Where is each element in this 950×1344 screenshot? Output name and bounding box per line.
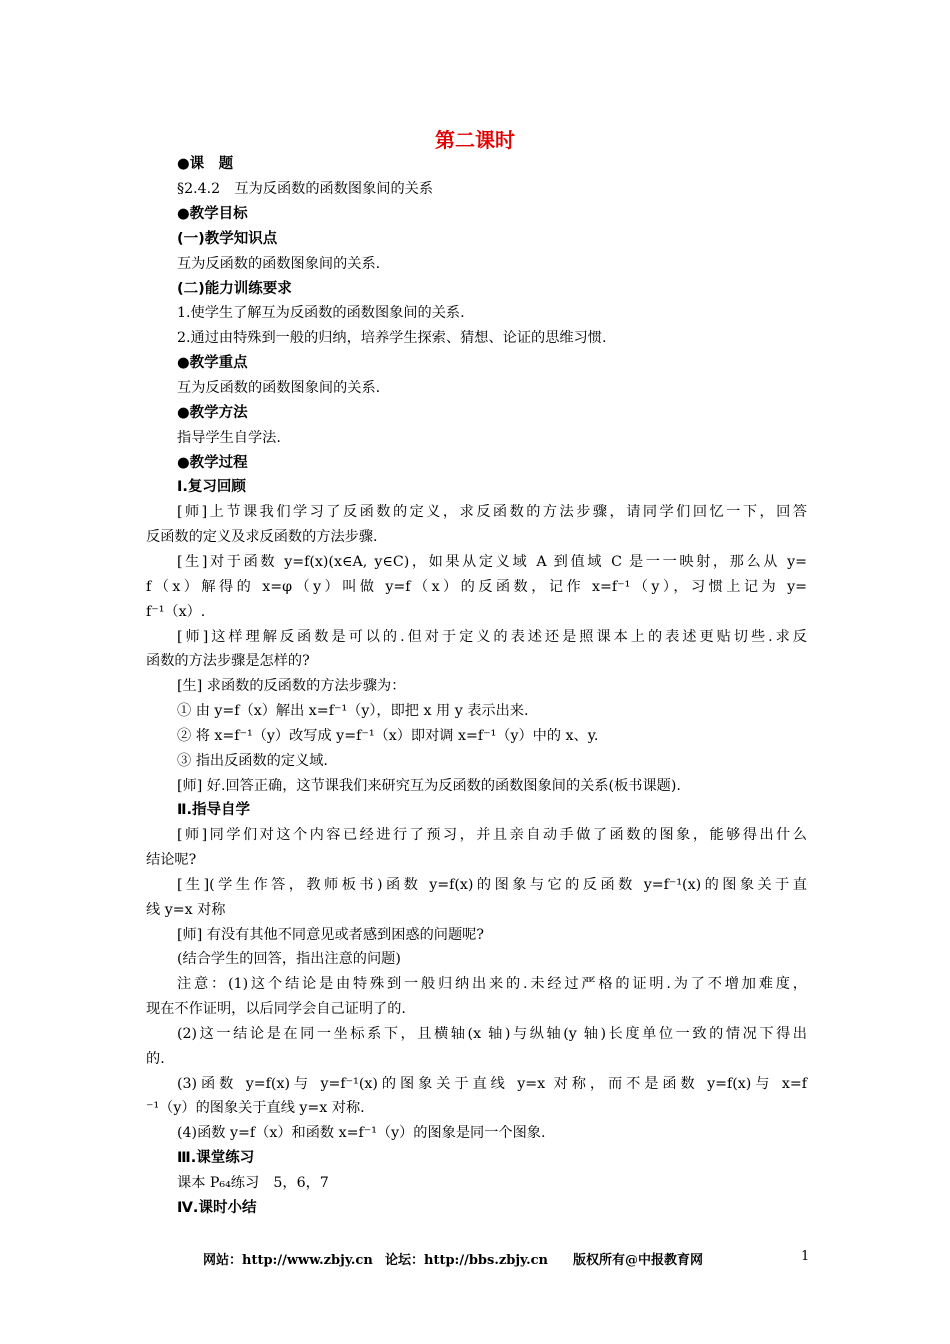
text-line: ⁻¹（y）的图象关于直线 y=x 对称. (146, 1100, 365, 1116)
text-line: [师]同学们对这个内容已经进行了预习，并且亲自动手做了函数的图象，能够得出什么 (177, 827, 807, 843)
text-line: 2.通过由特殊到一般的归纳，培养学生探索、猜想、论证的思维习惯. (177, 330, 607, 346)
text-line: [师]上节课我们学习了反函数的定义，求反函数的方法步骤，请同学们回忆一下，回答 (177, 504, 807, 520)
text-line: 互为反函数的函数图象间的关系. (177, 256, 381, 272)
text-line: (2)这一结论是在同一坐标系下，且横轴(x 轴)与纵轴(y 轴)长度单位一致的情况下得出 (177, 1026, 807, 1042)
text-line: 指导学生自学法. (177, 430, 281, 446)
text-line: [师] 好.回答正确，这节课我们来研究互为反函数的函数图象间的关系(板书课题). (177, 778, 681, 794)
text-line: (3)函数 y=f(x)与 y=f⁻¹(x)的图象关于直线 y=x 对称，而不是函数 y=f(x)与 x=f (177, 1076, 807, 1092)
text-line: ② 将 x=f⁻¹（y）改写成 y=f⁻¹（x）即对调 x=f⁻¹（y）中的 x、y. (177, 728, 599, 744)
text-line: (4)函数 y=f（x）和函数 x=f⁻¹（y）的图象是同一个图象. (177, 1125, 546, 1141)
section-heading: (一)教学知识点 (177, 231, 278, 247)
text-line: f（x）解得的 x=φ（y）叫做 y=f（x）的反函数，记作 x=f⁻¹（y），习惯上记为 y= (146, 579, 807, 595)
text-line: 1.使学生了解互为反函数的函数图象间的关系. (177, 305, 465, 321)
section-heading: Ⅰ.复习回顾 (177, 479, 246, 495)
text-line: [师] 有没有其他不同意见或者感到困惑的问题呢? (177, 927, 484, 943)
text-line: [师]这样理解反函数是可以的.但对于定义的表述还是照课本上的表述更贴切些.求反 (177, 629, 807, 645)
section-heading: ●教学重点 (177, 355, 248, 371)
page-title: 第二课时 (435, 128, 515, 152)
page-number: 1 (801, 1249, 810, 1264)
section-heading: (二)能力训练要求 (177, 281, 292, 297)
section-heading: Ⅱ.指导自学 (177, 802, 251, 818)
section-heading: ●教学过程 (177, 455, 248, 471)
text-line: [生]对于函数 y=f(x)(x∈A, y∈C)，如果从定义域 A 到值域 C 是一一映射，那么从 y= (177, 554, 807, 570)
text-line: [生](学生作答，教师板书)函数 y=f(x)的图象与它的反函数 y=f⁻¹(x)的图象关于直 (177, 877, 807, 893)
text-line: 函数的方法步骤是怎样的? (146, 653, 310, 669)
text-line: ③ 指出反函数的定义域. (177, 753, 328, 769)
section-heading: Ⅲ.课堂练习 (177, 1150, 255, 1166)
text-line: 注意：(1)这个结论是由特殊到一般归纳出来的.未经过严格的证明.为了不增加难度， (177, 976, 807, 992)
text-line: 互为反函数的函数图象间的关系. (177, 380, 381, 396)
footer-forum: 论坛：http://bbs.zbjy.cn (385, 1253, 549, 1268)
section-heading: ●教学目标 (177, 206, 248, 222)
section-heading: ●教学方法 (177, 405, 248, 421)
text-line: [生] 求函数的反函数的方法步骤为： (177, 678, 406, 694)
text-line: f⁻¹（x）. (146, 604, 206, 620)
text-line: ① 由 y=f（x）解出 x=f⁻¹（y），即把 x 用 y 表示出来. (177, 703, 529, 719)
text-line: 现在不作证明，以后同学会自己证明了的. (146, 1001, 406, 1017)
text-line: 线 y=x 对称 (146, 902, 226, 918)
section-heading: Ⅳ.课时小结 (177, 1200, 257, 1216)
text-line: 反函数的定义及求反函数的方法步骤. (146, 529, 378, 545)
text-line: 课本 P₆₄练习 5，6，7 (177, 1175, 329, 1191)
text-line: (结合学生的回答，指出注意的问题) (177, 951, 401, 967)
text-line: §2.4.2 互为反函数的函数图象间的关系 (177, 181, 434, 197)
section-heading: ●课 题 (177, 156, 234, 172)
footer-website: 网站：http://www.zbjy.cn (203, 1253, 373, 1268)
text-line: 结论呢? (146, 852, 197, 868)
text-line: 的. (146, 1051, 165, 1067)
footer-copyright: 版权所有@中报教育网 (573, 1253, 704, 1268)
